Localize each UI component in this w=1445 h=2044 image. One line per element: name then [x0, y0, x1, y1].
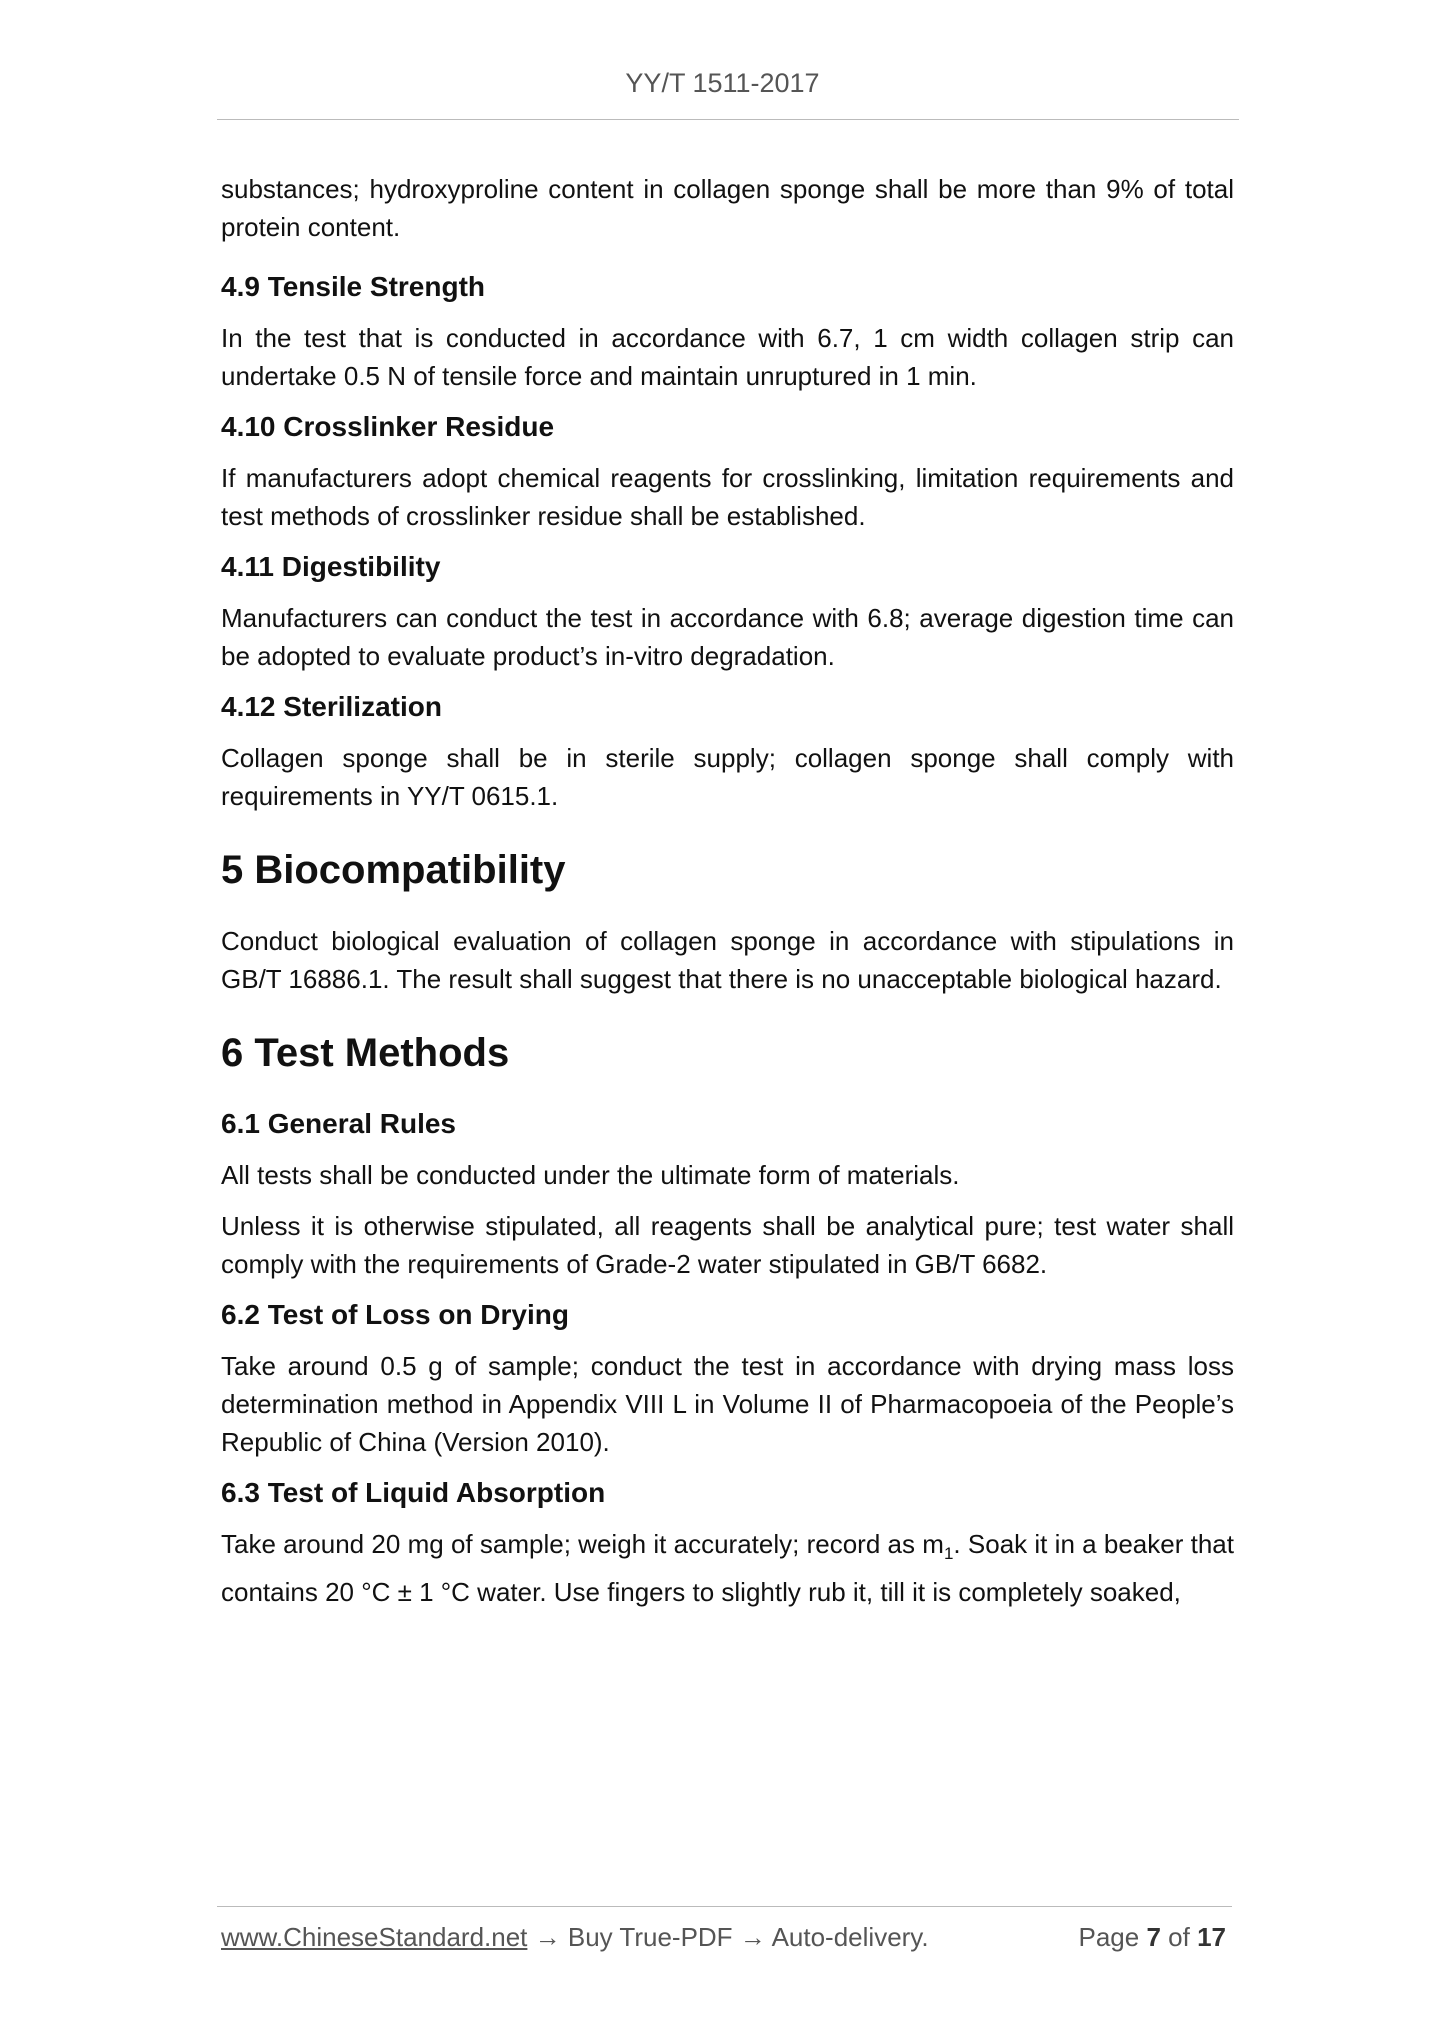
paragraph: Collagen sponge shall be in sterile supply; collagen sponge shall comply with requirements in YY/T 0615.1.: [221, 743, 1234, 811]
total-pages: 17: [1197, 1922, 1226, 1952]
footer-divider: [217, 1906, 1232, 1907]
paragraph-liquid-absorption: [221, 1525, 1234, 1611]
paragraph: In the test that is conducted in accordance with 6.7, 1 cm width collagen strip can undertake 0.5 N of tensile force and maintain unruptured in 1 min.: [221, 323, 1234, 391]
section-heading-6-2: 6.2 Test of Loss on Drying: [221, 1299, 569, 1330]
paragraph: Unless it is otherwise stipulated, all reagents shall be analytical pure; test water shall comply with the requirements of Grade-2 water stipulated in GB/T 6682.: [221, 1211, 1234, 1279]
chapter-heading-6: 6 Test Methods: [221, 1031, 510, 1075]
paragraph: substances; hydroxyproline content in collagen sponge shall be more than 9% of total protein content.: [221, 174, 1234, 242]
site-link[interactable]: www.ChineseStandard.net: [221, 1922, 528, 1952]
page-content: [221, 162, 1234, 1611]
footer-promo-text: → Buy True-PDF → Auto-delivery.: [527, 1922, 929, 1952]
section-heading-4-9: 4.9 Tensile Strength: [221, 271, 485, 302]
section-heading-6-1: 6.1 General Rules: [221, 1108, 457, 1139]
page-label: Page: [1078, 1922, 1140, 1952]
paragraph: If manufacturers adopt chemical reagents for crosslinking, limitation requirements and test methods of crosslinker residue shall be established.: [221, 463, 1234, 531]
section-heading-4-12: 4.12 Sterilization: [221, 691, 442, 722]
text-run: Take around 20 mg of sample; weigh it accurately; record as m: [221, 1529, 944, 1559]
paragraph: Manufacturers can conduct the test in accordance with 6.8; average digestion time can be adopted to evaluate product’s in-vitro degradation.: [221, 603, 1234, 671]
of-label: of: [1168, 1922, 1190, 1952]
section-heading-4-10: 4.10 Crosslinker Residue: [221, 411, 555, 442]
page-number: [1078, 1922, 1226, 1953]
paragraph: Conduct biological evaluation of collagen sponge in accordance with stipulations in GB/T 16886.1. The result shall suggest that there is no unacceptable biological hazard.: [221, 926, 1234, 994]
page-header-doc-id: YY/T 1511-2017: [625, 68, 820, 98]
paragraph: All tests shall be conducted under the ultimate form of materials.: [221, 1160, 960, 1190]
page-footer: [221, 1922, 1234, 1953]
current-page: 7: [1146, 1922, 1161, 1952]
text-run: . Soak it in a beaker that contains 20 °C ± 1 °C water. Use fingers to slightly rub it, till it is completely soaked,: [221, 1529, 1234, 1608]
subscript: 1: [943, 1544, 954, 1564]
section-heading-6-3: 6.3 Test of Liquid Absorption: [221, 1477, 606, 1508]
paragraph: Take around 0.5 g of sample; conduct the test in accordance with drying mass loss determination method in Appendix VIII L in Volume II of Pharmacopoeia of the People’s Republic of China (Version 2010).: [221, 1351, 1234, 1457]
header-divider: [217, 119, 1239, 120]
section-heading-4-11: 4.11 Digestibility: [221, 551, 441, 582]
chapter-heading-5: 5 Biocompatibility: [221, 848, 566, 892]
